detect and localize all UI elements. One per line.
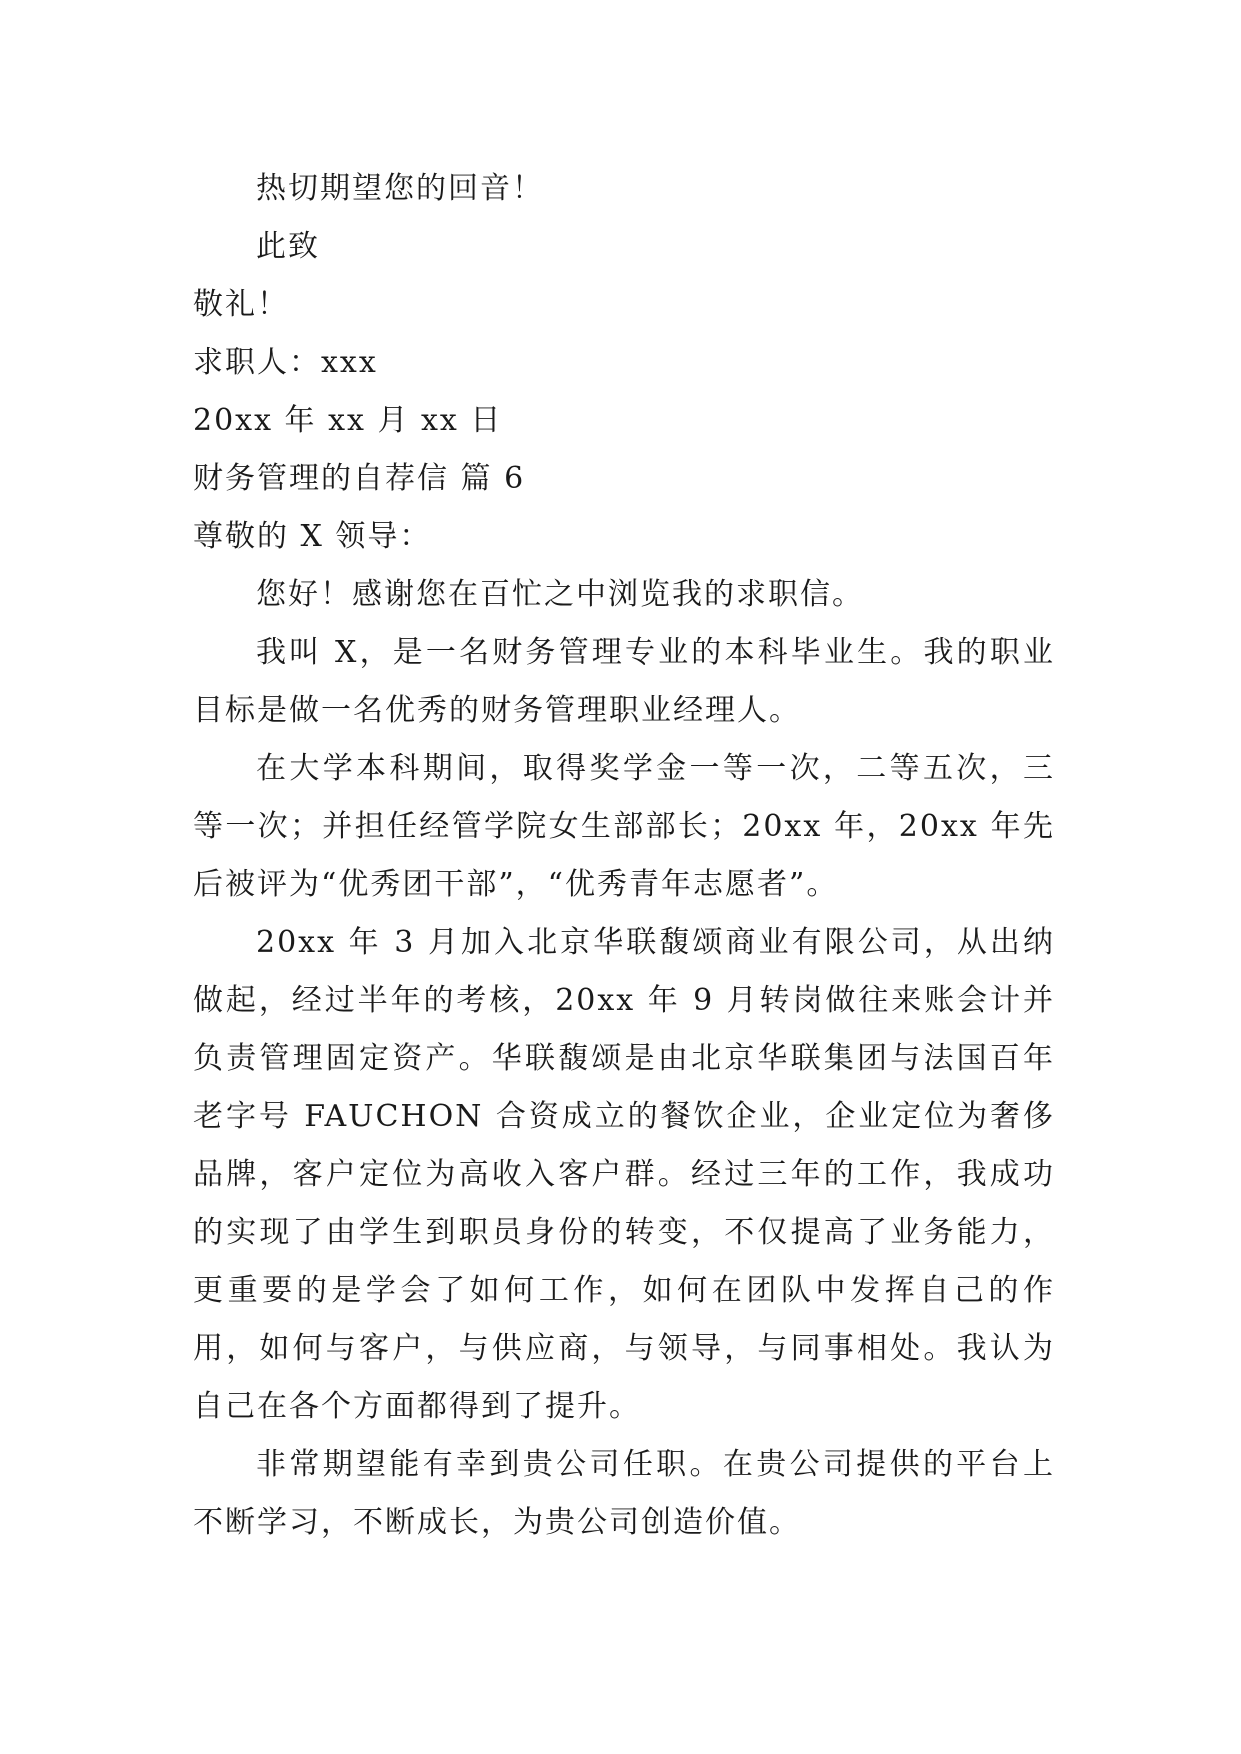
salutation: 尊敬的 X 领导：: [193, 519, 432, 554]
closing-greeting-1: 此致: [256, 229, 320, 264]
closing-greeting-2: 敬礼！: [193, 287, 289, 322]
letter-body: [193, 160, 1055, 1552]
closing-hope: 热切期望您的回音！: [256, 171, 544, 206]
applicant-signature: 求职人：xxx: [193, 345, 378, 380]
paragraph-2: 我叫 X，是一名财务管理专业的本科毕业生。我的职业目标是做一名优秀的财务管理职业经理人。: [193, 635, 1055, 728]
section-heading: 财务管理的自荐信 篇 6: [193, 461, 526, 496]
paragraph-5: 非常期望能有幸到贵公司任职。在贵公司提供的平台上不断学习，不断成长，为贵公司创造价值。: [193, 1447, 1055, 1540]
letter-date: 20xx 年 xx 月 xx 日: [193, 403, 503, 438]
paragraph-1: 您好！感谢您在百忙之中浏览我的求职信。: [256, 577, 864, 612]
paragraph-3: 在大学本科期间，取得奖学金一等一次，二等五次，三等一次；并担任经管学院女生部部长；20xx 年，20xx 年先后被评为“优秀团干部”，“优秀青年志愿者”。: [193, 751, 1055, 902]
paragraph-4: 20xx 年 3 月加入北京华联馥颂商业有限公司，从出纳做起，经过半年的考核，20xx 年 9 月转岗做往来账会计并负责管理固定资产。华联馥颂是由北京华联集团与法国百年老字号 FAUCHON 合资成立的餐饮企业，企业定位为奢侈品牌，客户定位为高收入客户群。经过三年的工作，我成功的实现了由学生到职员身份的转变，不仅提高了业务能力，更重要的是学会了如何工作，如何在团队中发挥自己的作用，如何与客户，与供应商，与领导，与同事相处。我认为自己在各个方面都得到了提升。: [193, 925, 1055, 1424]
